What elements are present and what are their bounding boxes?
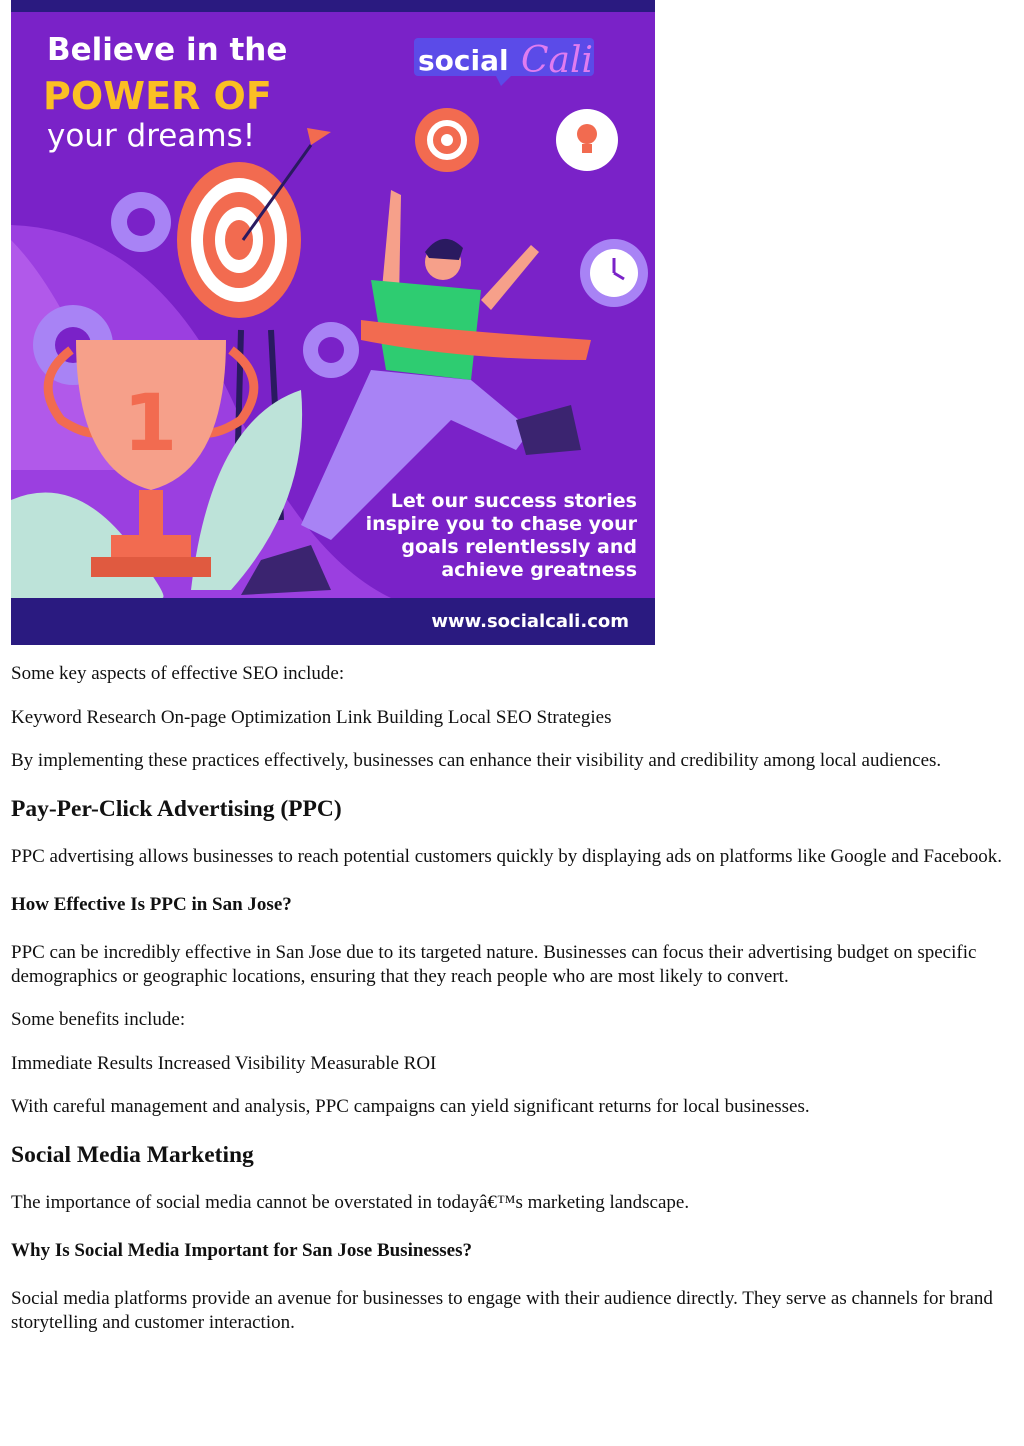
decorative-gear-left-icon — [111, 192, 171, 252]
headline-line-3: your dreams! — [47, 118, 256, 154]
tagline-line-2: inspire you to chase your — [365, 513, 637, 535]
ppc-intro-paragraph: PPC advertising allows businesses to reach potential customers quickly by displaying ads on platforms like Google and Facebook. — [11, 845, 1003, 867]
promo-banner-image — [11, 0, 655, 645]
ppc-heading: Pay-Per-Click Advertising (PPC) — [11, 795, 342, 822]
ppc-subheading: How Effective Is PPC in San Jose? — [11, 894, 292, 915]
ppc-outro-paragraph: With careful management and analysis, PPC campaigns can yield significant returns for local businesses. — [11, 1096, 810, 1117]
seo-outro-paragraph: By implementing these practices effectively, businesses can enhance their visibility and credibility among local audiences. — [11, 750, 942, 771]
social-media-subheading: Why Is Social Media Important for San Jose Businesses? — [11, 1240, 472, 1261]
headline-line-1: Believe in the — [47, 32, 288, 68]
logo-social-text: social — [418, 44, 509, 77]
trophy-number: 1 — [123, 379, 178, 469]
social-media-heading: Social Media Marketing — [11, 1141, 254, 1168]
website-url: www.socialcali.com — [431, 611, 629, 632]
tagline-line-3: goals relentlessly and — [401, 536, 637, 558]
seo-intro-paragraph: Some key aspects of effective SEO include: — [11, 663, 345, 684]
banner-top-strip — [11, 0, 655, 12]
clock-icon — [580, 239, 648, 307]
seo-aspects-list: Keyword Research On-page Optimization Link Building Local SEO Strategies — [11, 706, 612, 728]
lightbulb-icon — [556, 109, 618, 171]
decorative-gear-mid-icon — [303, 322, 359, 378]
tagline-line-1: Let our success stories — [390, 490, 637, 512]
social-media-body-paragraph: Social media platforms provide an avenue for businesses to engage with their audience directly. They serve as channels for brand storytelling and customer interaction. — [11, 1288, 993, 1333]
tagline-line-4: achieve greatness — [441, 559, 637, 581]
social-media-intro-paragraph: The importance of social media cannot be overstated in todayâ€™s marketing landscape. — [11, 1191, 690, 1213]
article-body — [11, 662, 1011, 1334]
gear-icon — [415, 108, 479, 172]
ppc-benefits-intro: Some benefits include: — [11, 1009, 186, 1030]
ppc-benefits-list: Immediate Results Increased Visibility Measurable ROI — [11, 1052, 437, 1074]
headline-line-2: POWER OF — [43, 74, 272, 118]
ppc-body-paragraph: PPC can be incredibly effective in San Jose due to its targeted nature. Businesses can focus their advertising budget on specific demographics or geographic locations, ensuring that they reach people who are most likely to convert. — [11, 942, 977, 987]
logo-cali-text: Cali — [521, 40, 594, 81]
